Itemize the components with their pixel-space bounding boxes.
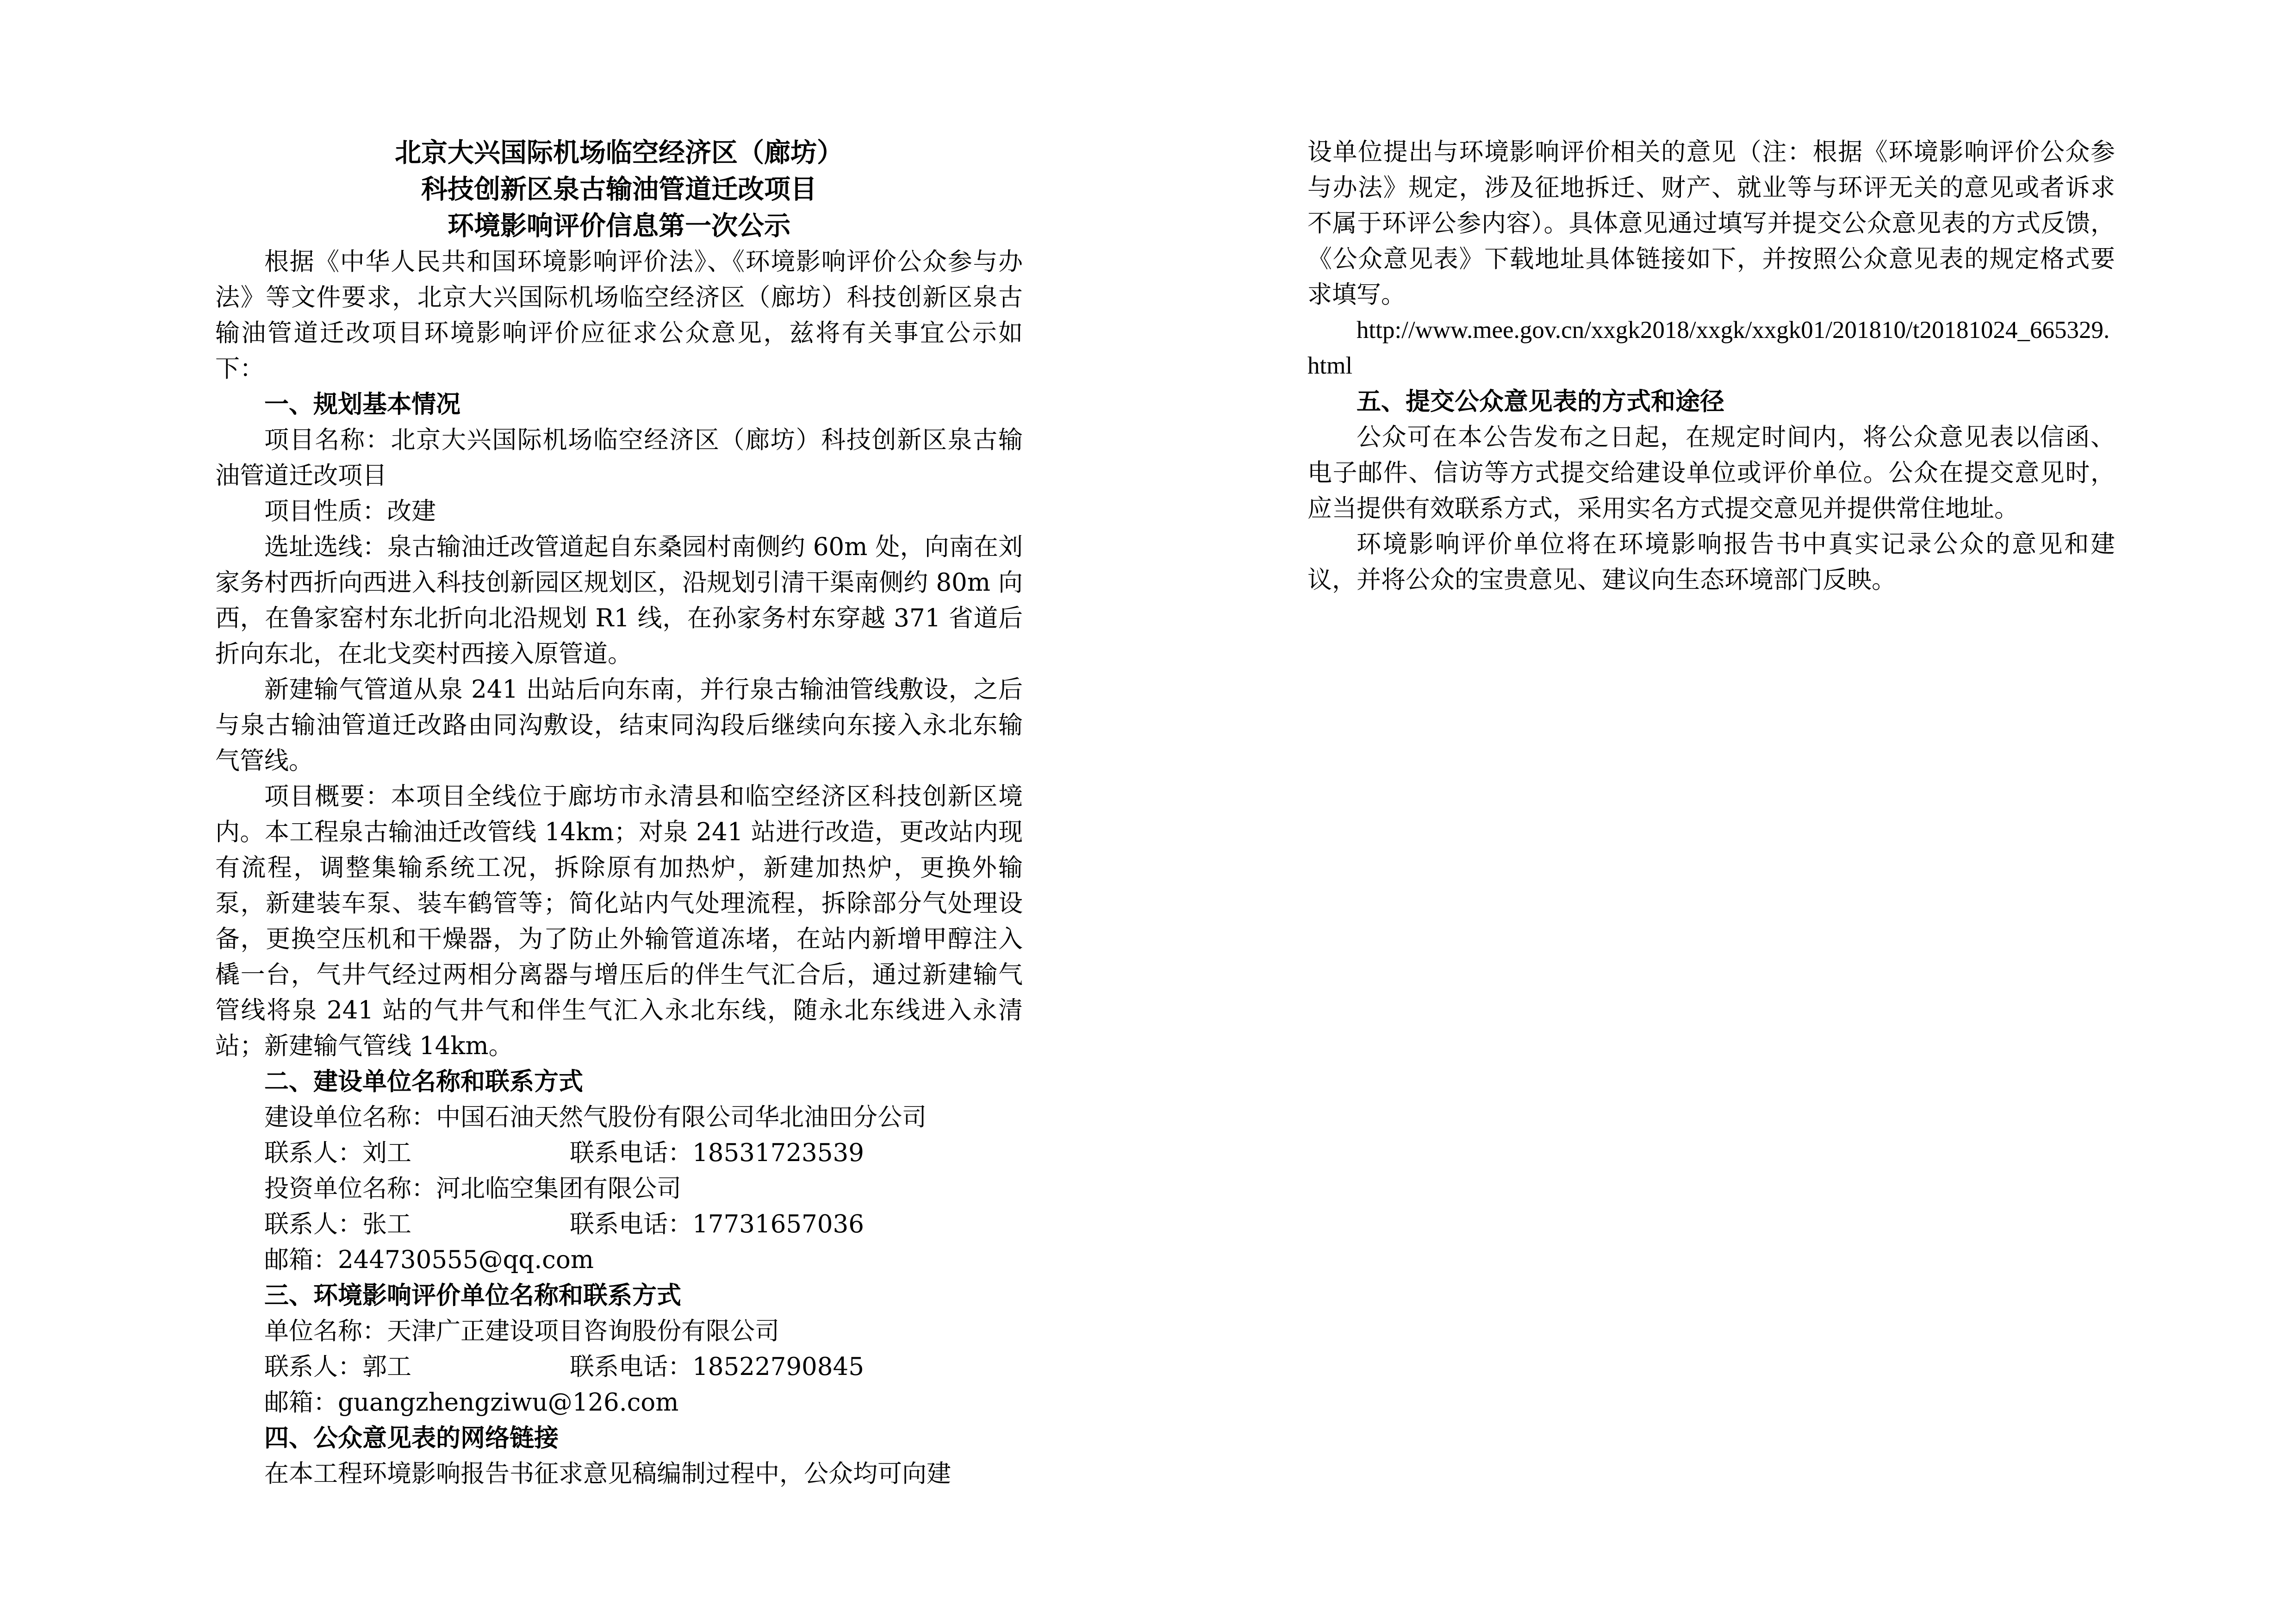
route-description: 选址选线：泉古输油迁改管道起自东桑园村南侧约 60m 处，向南在刘家务村西折向西进入科技创新园区规划区，沿规划引清干渠南侧约 80m 向西，在鲁家窑村东北折向北沿规划 R1 线，在孙家务村东穿越 371 省道后折向东北，在北戈奕村西接入原管道。 bbox=[215, 533, 1023, 668]
notice-title-line-2: 科技创新区泉古输油管道迁改项目 bbox=[421, 174, 817, 205]
project-name: 项目名称：北京大兴国际机场临空经济区（廊坊）科技创新区泉古输油管道迁改项目 bbox=[215, 426, 1023, 490]
notice-title-line-1: 北京大兴国际机场临空经济区（廊坊） bbox=[395, 137, 843, 168]
project-overview: 项目概要：本项目全线位于廊坊市永清县和临空经济区科技创新区境内。本工程泉古输油迁改管线 14km；对泉 241 站进行改造，更改站内现有流程，调整集输系统工况，拆除原有加热炉，新建加热炉，更换外输泵，新建装车泵、装车鹤管等；简化站内气处理流程，拆除部分气处理设备，更换空压机和干燥器，为了防止外输管道冻堵，在站内新增甲醇注入橇一台，气井气经过两相分离器与增压后的伴生气汇合后，通过新建输气管线将泉 241 站的气井气和伴生气汇入永北东线，随永北东线进入永清站；新建输气管线 14km。 bbox=[215, 782, 1023, 1060]
gas-pipeline-description: 新建输气管道从泉 241 出站后向东南，并行泉古输油管线敷设，之后与泉古输油管道迁改路由同沟敷设，结束同沟段后继续向东接入永北东输气管线。 bbox=[215, 675, 1023, 775]
submission-method: 公众可在本公告发布之日起，在规定时间内，将公众意见表以信函、电子邮件、信访等方式提交给建设单位或评价单位。公众在提交意见时，应当提供有效联系方式，采用实名方式提交意见并提供常住地址。 bbox=[1307, 423, 2115, 523]
section-4-heading: 四、公众意见表的网络链接 bbox=[264, 1424, 559, 1452]
section-3-heading: 三、环境影响评价单位名称和联系方式 bbox=[264, 1281, 681, 1310]
eia-phone: 联系电话：18522790845 bbox=[570, 1353, 864, 1381]
notice-title-line-3: 环境影响评价信息第一次公示 bbox=[448, 210, 790, 241]
eia-contact-row bbox=[215, 1349, 1023, 1385]
eia-unit-name: 单位名称：天津广正建设项目咨询股份有限公司 bbox=[264, 1317, 779, 1345]
eia-email: 邮箱：guangzhengziwu@126.com bbox=[264, 1388, 679, 1417]
builder-contact: 联系人：刘工 bbox=[264, 1139, 411, 1167]
section-2-heading: 二、建设单位名称和联系方式 bbox=[264, 1067, 583, 1096]
project-nature: 项目性质：改建 bbox=[264, 497, 436, 525]
investor-email: 邮箱：244730555@qq.com bbox=[264, 1246, 594, 1274]
section-4-text-part-1: 在本工程环境影响报告书征求意见稿编制过程中，公众均可向建 bbox=[264, 1460, 951, 1488]
builder-name: 建设单位名称：中国石油天然气股份有限公司华北油田分公司 bbox=[264, 1103, 927, 1131]
investor-phone: 联系电话：17731657036 bbox=[570, 1210, 864, 1238]
section-5-heading: 五、提交公众意见表的方式和途径 bbox=[1356, 387, 1724, 416]
investor-name: 投资单位名称：河北临空集团有限公司 bbox=[264, 1174, 681, 1203]
investor-contact: 联系人：张工 bbox=[264, 1210, 411, 1238]
right-column bbox=[1307, 134, 2115, 598]
section-4-text-part-2: 设单位提出与环境影响评价相关的意见（注：根据《环境影响评价公众参与办法》规定，涉及征地拆迁、财产、就业等与环评无关的意见或者诉求不属于环评公参内容）。具体意见通过填写并提交公众意见表的方式反馈，《公众意见表》下载地址具体链接如下，并按照公众意见表的规定格式要求填写。 bbox=[1307, 138, 2115, 309]
investor-contact-row bbox=[215, 1206, 1023, 1242]
opinion-form-link[interactable]: http://www.mee.gov.cn/xxgk2018/xxgk/xxgk01/201810/t20181024_665329.html bbox=[1307, 317, 2110, 379]
eia-contact: 联系人：郭工 bbox=[264, 1353, 411, 1381]
closing-paragraph: 环境影响评价单位将在环境影响报告书中真实记录公众的意见和建议，并将公众的宝贵意见、建议向生态环境部门反映。 bbox=[1307, 530, 2115, 594]
intro-paragraph: 根据《中华人民共和国环境影响评价法》、《环境影响评价公众参与办法》等文件要求，北京大兴国际机场临空经济区（廊坊）科技创新区泉古输油管道迁改项目环境影响评价应征求公众意见，兹将有关事宜公示如下： bbox=[215, 248, 1023, 383]
builder-phone: 联系电话：18531723539 bbox=[570, 1139, 864, 1167]
builder-contact-row bbox=[215, 1135, 1023, 1171]
left-column bbox=[215, 134, 1023, 1492]
section-1-heading: 一、规划基本情况 bbox=[264, 390, 460, 418]
